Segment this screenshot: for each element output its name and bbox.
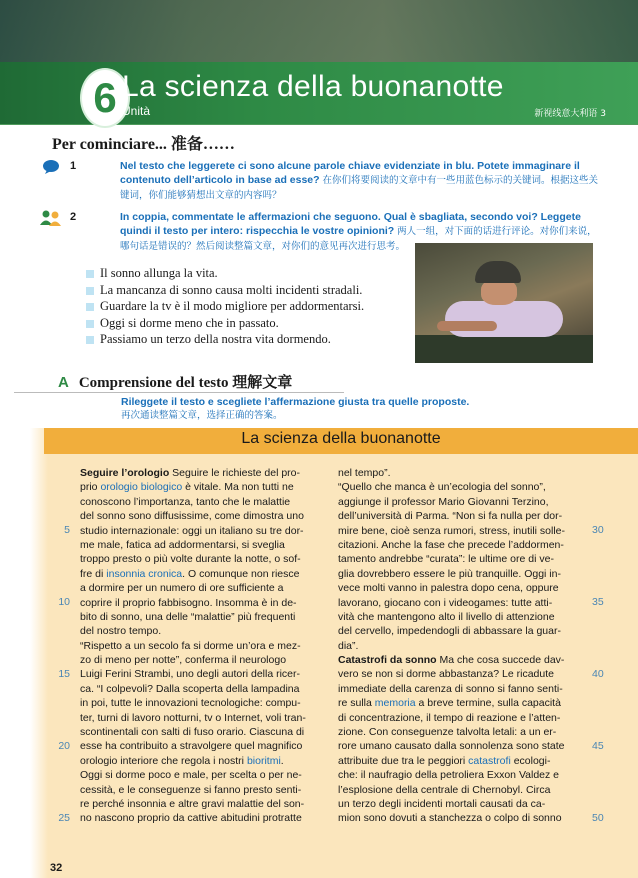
article-line bbox=[80, 466, 328, 480]
article-line bbox=[338, 667, 584, 681]
unit-label: Unità bbox=[122, 104, 151, 118]
article-text: scontinentali con salti di fuso orario. Ciascuna di bbox=[80, 726, 305, 739]
article-line bbox=[80, 754, 328, 768]
article-line bbox=[80, 538, 328, 552]
article-line bbox=[80, 696, 328, 710]
line-number: 20 bbox=[58, 739, 70, 752]
article-text: Seguire le richieste del pro- bbox=[169, 467, 300, 479]
line-number: 40 bbox=[592, 667, 604, 680]
article-text: zione. Con conseguenze talvolta letali: a un er- bbox=[338, 726, 557, 739]
article-line bbox=[80, 725, 328, 739]
section-a-heading bbox=[58, 371, 292, 392]
article-text: vero se non si dorme abbastanza? Le ricadute bbox=[338, 668, 554, 681]
article-text: vece molti vanno in palestra dopo cena, oppure bbox=[338, 582, 559, 595]
article-text: a dormire per un numero di ore sufficiente a bbox=[80, 582, 284, 595]
article-line bbox=[80, 682, 328, 696]
article-text: dell’università di Parma. “Non si fa nulla per dor- bbox=[338, 510, 563, 523]
article-text: nel tempo”. bbox=[338, 467, 391, 479]
line-number: 15 bbox=[58, 667, 70, 680]
unit-title: La scienza della buonanotte bbox=[122, 70, 504, 103]
article-text: esse ha contribuito a stravolgere quel magnifico bbox=[80, 740, 303, 753]
article-text: . bbox=[280, 754, 284, 767]
exercise-1-instruction: Nel testo che leggerete ci sono alcune parole chiave evidenziate in blu. Potete immaginare il contenuto dell’articolo in base ad esse? bbox=[120, 160, 580, 186]
paragraph-heading: Catastrofi da sonno bbox=[338, 654, 437, 667]
article-text: lavorano, giocano con i videogames: tutte atti- bbox=[338, 596, 553, 609]
speech-bubble-icon bbox=[42, 159, 60, 175]
article-line bbox=[80, 811, 328, 825]
article-line bbox=[80, 480, 328, 494]
article-line bbox=[338, 768, 584, 782]
article-left-column bbox=[80, 466, 328, 826]
article-line bbox=[338, 596, 584, 610]
article-text: cessità, e le conseguenze si fanno presto senti- bbox=[80, 783, 302, 796]
article-text: a breve termine, sulla capacità bbox=[415, 697, 561, 710]
article-line bbox=[338, 783, 584, 797]
article-text: re sulla bbox=[338, 697, 375, 710]
article-line bbox=[338, 653, 584, 667]
article-text: del cervello, impedendogli di abbassare la guar- bbox=[338, 625, 561, 638]
article-right-column bbox=[338, 466, 584, 826]
article-text: del nostro tempo. bbox=[80, 625, 162, 638]
line-number: 30 bbox=[592, 523, 604, 536]
article-line bbox=[338, 480, 584, 494]
article-text: immediate della carenza di sonno si fanno senti- bbox=[338, 682, 563, 695]
pair-work-icon bbox=[40, 210, 62, 226]
exercise-2-number: 2 bbox=[70, 211, 77, 223]
statement-item: Guardare la tv è il modo migliore per addormentarsi. bbox=[86, 298, 406, 315]
checkbox-icon[interactable] bbox=[86, 287, 94, 295]
article-text: di concentrazione, il tempo di reazione e l’atten- bbox=[338, 711, 561, 724]
article-line bbox=[338, 811, 584, 825]
article-text: bito di sonno, una delle “malattie” più frequenti bbox=[80, 610, 296, 623]
article-line bbox=[80, 624, 328, 638]
article-text: tamento andrebbe “curata”: le ultime ore di ve- bbox=[338, 553, 554, 566]
article-text: un terzo degli incidenti mortali causati da ca- bbox=[338, 797, 546, 810]
line-number: 35 bbox=[592, 595, 604, 608]
article-line bbox=[338, 639, 584, 653]
article-text: conoscono l’importanza, tanto che le malattie bbox=[80, 495, 291, 508]
exercise-2-instruction: In coppia, commentate le affermazioni che seguono. Qual è sbagliata, secondo voi? Leggete quindi il testo per intero: rispecchia le vostre opinioni? bbox=[120, 211, 581, 237]
keyword: bioritmi bbox=[246, 754, 281, 767]
article-line bbox=[80, 524, 328, 538]
line-number: 5 bbox=[64, 523, 70, 536]
article-line bbox=[338, 552, 584, 566]
article-text: aggiunge il professor Mario Giovanni Terzino, bbox=[338, 495, 549, 508]
checkbox-icon[interactable] bbox=[86, 336, 94, 344]
statement-item: Il sonno allunga la vita. bbox=[86, 265, 406, 282]
article-line bbox=[80, 653, 328, 667]
article-text: Oggi si dorme poco e male, per scelta o per ne- bbox=[80, 769, 302, 782]
article-text: del sonno sono diffusissime, come dimostra uno bbox=[80, 510, 304, 523]
article-line bbox=[80, 711, 328, 725]
article-line bbox=[338, 581, 584, 595]
line-number: 25 bbox=[58, 811, 70, 824]
article-line bbox=[80, 639, 328, 653]
section-a-instruction-it: Rileggete il testo e scegliete l’affermazione giusta tra quelle proposte. bbox=[121, 396, 470, 408]
article-text: mion sono dovuti a stanchezza o colpo di sonno bbox=[338, 812, 562, 825]
article-line bbox=[338, 739, 584, 753]
article-line bbox=[338, 754, 584, 768]
section-a-letter: A bbox=[58, 374, 69, 391]
article-text: “Quello che manca è un’ecologia del sonno”, bbox=[338, 481, 546, 494]
article-text: attribuite due tra le peggiori bbox=[338, 754, 469, 767]
page-number: 32 bbox=[50, 862, 63, 874]
article-text: coprire il proprio fabbisogno. Insomma è in de- bbox=[80, 596, 297, 609]
paragraph-heading: Seguire l’orologio bbox=[80, 467, 170, 479]
unit-number-badge: 6 bbox=[82, 70, 128, 126]
article-line bbox=[338, 524, 584, 538]
section-a-instruction-zh: 再次通读整篇文章，选择正确的答案。 bbox=[121, 410, 283, 421]
article-text: troppo presto o più volte durante la notte, o sof- bbox=[80, 553, 301, 566]
line-number: 45 bbox=[592, 739, 604, 752]
exercise-1-text bbox=[120, 159, 600, 203]
article-text: prio bbox=[80, 481, 101, 494]
line-number: 50 bbox=[592, 811, 604, 824]
article-line bbox=[80, 739, 328, 753]
article-line bbox=[80, 567, 328, 581]
keyword: catastrofi bbox=[468, 754, 511, 767]
article-text: ecologi- bbox=[510, 754, 551, 767]
article-line bbox=[80, 495, 328, 509]
article-line bbox=[80, 596, 328, 610]
article-line bbox=[338, 682, 584, 696]
article-text: mire bene, cioè senza rumori, stress, inutili solle- bbox=[338, 524, 566, 537]
article-line bbox=[80, 783, 328, 797]
keyword: memoria bbox=[374, 697, 416, 710]
line-number: 10 bbox=[58, 595, 70, 608]
checkbox-icon[interactable] bbox=[86, 270, 94, 278]
article-text: fre di bbox=[80, 567, 107, 580]
intro-heading: Per cominciare... 准备…… bbox=[52, 136, 235, 153]
article-line bbox=[338, 466, 584, 480]
keyword: insonnia cronica bbox=[106, 567, 183, 580]
checkbox-icon[interactable] bbox=[86, 303, 94, 311]
article-line bbox=[338, 797, 584, 811]
article-line bbox=[338, 624, 584, 638]
statement-item: Oggi si dorme meno che in passato. bbox=[86, 315, 406, 332]
article-line bbox=[338, 696, 584, 710]
article-text: vità che mantengono alto il livello di attenzione bbox=[338, 610, 555, 623]
statement-item: Passiamo un terzo della nostra vita dormendo. bbox=[86, 331, 406, 348]
article-line bbox=[80, 581, 328, 595]
article-line bbox=[338, 509, 584, 523]
article-text: “Rispetto a un secolo fa si dorme un’ora e mez- bbox=[80, 639, 301, 652]
article-text: zo di meno per notte”, conferma il neurologo bbox=[80, 654, 287, 667]
article-text: dia”. bbox=[338, 639, 359, 652]
article-text: Ma che cosa succede dav- bbox=[436, 654, 565, 667]
article-line bbox=[80, 610, 328, 624]
article-text: ca. “I colpevoli? Dalla scoperta della lampadina bbox=[80, 682, 300, 695]
article-text: ter, turni di lavoro notturni, tv o Internet, voli tran- bbox=[80, 711, 306, 724]
article-text: glia dovrebbero essere le più tranquille. Oggi in- bbox=[338, 567, 561, 580]
article-text: citazioni. Anche la fase che precede l’addormen- bbox=[338, 538, 564, 551]
article-text: re perché insonnia e altre gravi malattie del son- bbox=[80, 797, 305, 810]
article-text: rore umano causato dalla sonnolenza sono state bbox=[338, 740, 565, 753]
exercise-1-number: 1 bbox=[70, 160, 77, 172]
article-line bbox=[80, 667, 328, 681]
article-text: è vitale. Ma non tutti ne bbox=[182, 481, 294, 494]
article-text: Luigi Ferini Strambi, uno degli autori della ricer- bbox=[80, 668, 301, 681]
article-line bbox=[338, 495, 584, 509]
article-line bbox=[338, 610, 584, 624]
article-title: La scienza della buonanotte bbox=[241, 430, 441, 447]
section-divider bbox=[14, 392, 344, 393]
exercise-2-instruction-zh: 两人一组，对下面的话进行评论。对你们来说，哪句话是错误的？然后阅读整篇文章，对你们的意见再次进行思考。 bbox=[120, 226, 597, 252]
article-line bbox=[80, 509, 328, 523]
article-line bbox=[338, 711, 584, 725]
article-line bbox=[80, 552, 328, 566]
article-line bbox=[80, 797, 328, 811]
statement-list bbox=[86, 265, 406, 348]
article-text: l’esplosione della centrale di Chernobyl. Circa bbox=[338, 783, 551, 796]
exercise-1-instruction-zh: 在你们将要阅读的文章中有一些用蓝色标示的关键词。根据这些关键词，你们能够猜想出文章的内容吗？ bbox=[120, 175, 598, 201]
section-a-instruction bbox=[121, 395, 469, 423]
article-text: che: il naufragio della petroliera Exxon Valdez e bbox=[338, 769, 560, 782]
article-torn-edge bbox=[30, 428, 48, 878]
article-text: orologio interiore che regola i nostri bbox=[80, 754, 247, 767]
book-series-label: 新视线意大利语 3 bbox=[534, 109, 606, 119]
section-a-title: Comprensione del testo 理解文章 bbox=[78, 375, 293, 391]
article-line bbox=[80, 768, 328, 782]
keyword: orologio biologico bbox=[100, 481, 183, 494]
article-text: . O comunque non riesce bbox=[182, 567, 300, 580]
article-line bbox=[338, 567, 584, 581]
sleeping-boy-photo bbox=[415, 243, 593, 363]
article-text: studio internazionale: oggi un italiano su tre dor- bbox=[80, 524, 304, 537]
article-line bbox=[338, 538, 584, 552]
checkbox-icon[interactable] bbox=[86, 320, 94, 328]
article-line bbox=[338, 725, 584, 739]
article-text: me male, fatica ad addormentarsi, si sveglia bbox=[80, 538, 285, 551]
article-text: in poi, tutte le innovazioni tecnologiche: compu- bbox=[80, 697, 301, 710]
article-text: no nascono proprio da cattive abitudini protratte bbox=[80, 812, 302, 825]
statement-item: La mancanza di sonno causa molti incidenti stradali. bbox=[86, 282, 406, 299]
